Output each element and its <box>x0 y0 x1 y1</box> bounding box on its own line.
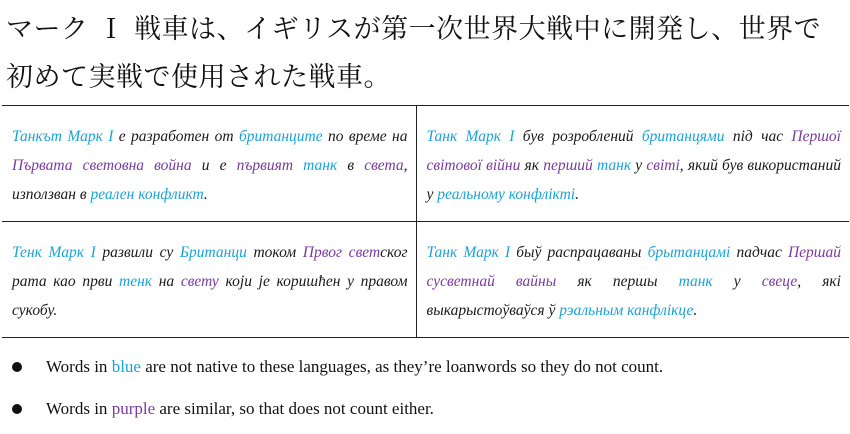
note-color-word: purple <box>111 399 156 418</box>
blue-word: Танкът Марк I <box>12 128 114 145</box>
blue-word: танк <box>597 157 632 174</box>
purple-word: Першай сусветнай вайны <box>426 244 841 290</box>
purple-word: света <box>364 157 404 174</box>
blue-word: тенк <box>119 273 153 290</box>
blue-word: танк <box>678 273 713 290</box>
blue-word: Тенк Марк I <box>12 244 96 261</box>
cell-belarusian <box>416 222 849 338</box>
note-color-word: blue <box>111 357 141 376</box>
plain-text: који је коришћен у правом сукобу. <box>12 273 408 319</box>
plain-text: падчас <box>730 244 788 261</box>
purple-word: свету <box>180 273 219 290</box>
note-prefix: Words in <box>46 357 112 376</box>
plain-text: був розроблений <box>514 128 642 145</box>
plain-text: развили су <box>95 244 180 261</box>
note-suffix: are not native to these languages, as they’re loanwords so they do not count. <box>140 357 664 376</box>
plain-text: на <box>152 273 181 290</box>
plain-text: и е <box>191 157 237 174</box>
blue-word: реален конфликт <box>90 186 204 203</box>
plain-text: е разработен от <box>113 128 239 145</box>
plain-text <box>293 157 303 174</box>
blue-word: Танк Марк I <box>426 128 515 145</box>
plain-text: під час <box>724 128 792 145</box>
cell-bulgarian <box>2 106 416 222</box>
plain-text: , який був використаний у <box>426 157 842 203</box>
plain-text: , які выкарыстоўваўся ў <box>426 273 841 319</box>
note-item <box>0 392 850 434</box>
plain-text: ског рата као први <box>12 244 408 290</box>
note-prefix: Words in <box>46 399 112 418</box>
purple-word: світі <box>646 157 680 174</box>
notes-list <box>0 350 850 434</box>
blue-word: брытанцамі <box>647 244 731 261</box>
note-item <box>0 350 850 392</box>
blue-word: Британци <box>179 244 247 261</box>
purple-word: перший <box>543 157 593 174</box>
plain-text: як <box>520 157 544 174</box>
table-row <box>2 106 849 222</box>
plain-text: . <box>575 186 579 203</box>
plain-text: . <box>203 186 208 203</box>
plain-text: , използван в <box>12 157 408 203</box>
purple-word: свеце <box>761 273 798 290</box>
plain-text: у <box>712 273 762 290</box>
purple-word: Првог свет <box>302 244 381 261</box>
plain-text: током <box>246 244 303 261</box>
cell-ukrainian <box>416 106 849 222</box>
blue-word: рэальным канфлікце <box>559 302 694 319</box>
table-row <box>2 222 849 338</box>
plain-text: . <box>693 302 698 319</box>
note-suffix: are similar, so that does not count either. <box>155 399 434 418</box>
blue-word: реальному конфлікті <box>437 186 576 203</box>
plain-text: в <box>337 157 365 174</box>
bullet-icon <box>12 362 22 372</box>
translation-table <box>2 105 849 338</box>
purple-word: Першої світової війни <box>426 128 841 174</box>
blue-word: британцями <box>641 128 725 145</box>
bullet-icon <box>12 404 22 414</box>
cell-serbian <box>2 222 416 338</box>
note-text <box>46 350 663 384</box>
plain-text: по време на <box>322 128 408 145</box>
purple-word: първият <box>236 157 294 174</box>
plain-text: быў распрацаваны <box>510 244 648 261</box>
plain-text: як першы <box>556 273 679 290</box>
plain-text: у <box>631 157 647 174</box>
page-title: マーク Ｉ 戦車は、イギリスが第一次世界大戦中に開発し、世界で初めて実戦で使用された戦車。 <box>6 14 822 93</box>
blue-word: Танк Марк I <box>426 244 511 261</box>
purple-word: Първата световна война <box>12 157 192 174</box>
blue-word: британците <box>238 128 323 145</box>
blue-word: танк <box>303 157 338 174</box>
